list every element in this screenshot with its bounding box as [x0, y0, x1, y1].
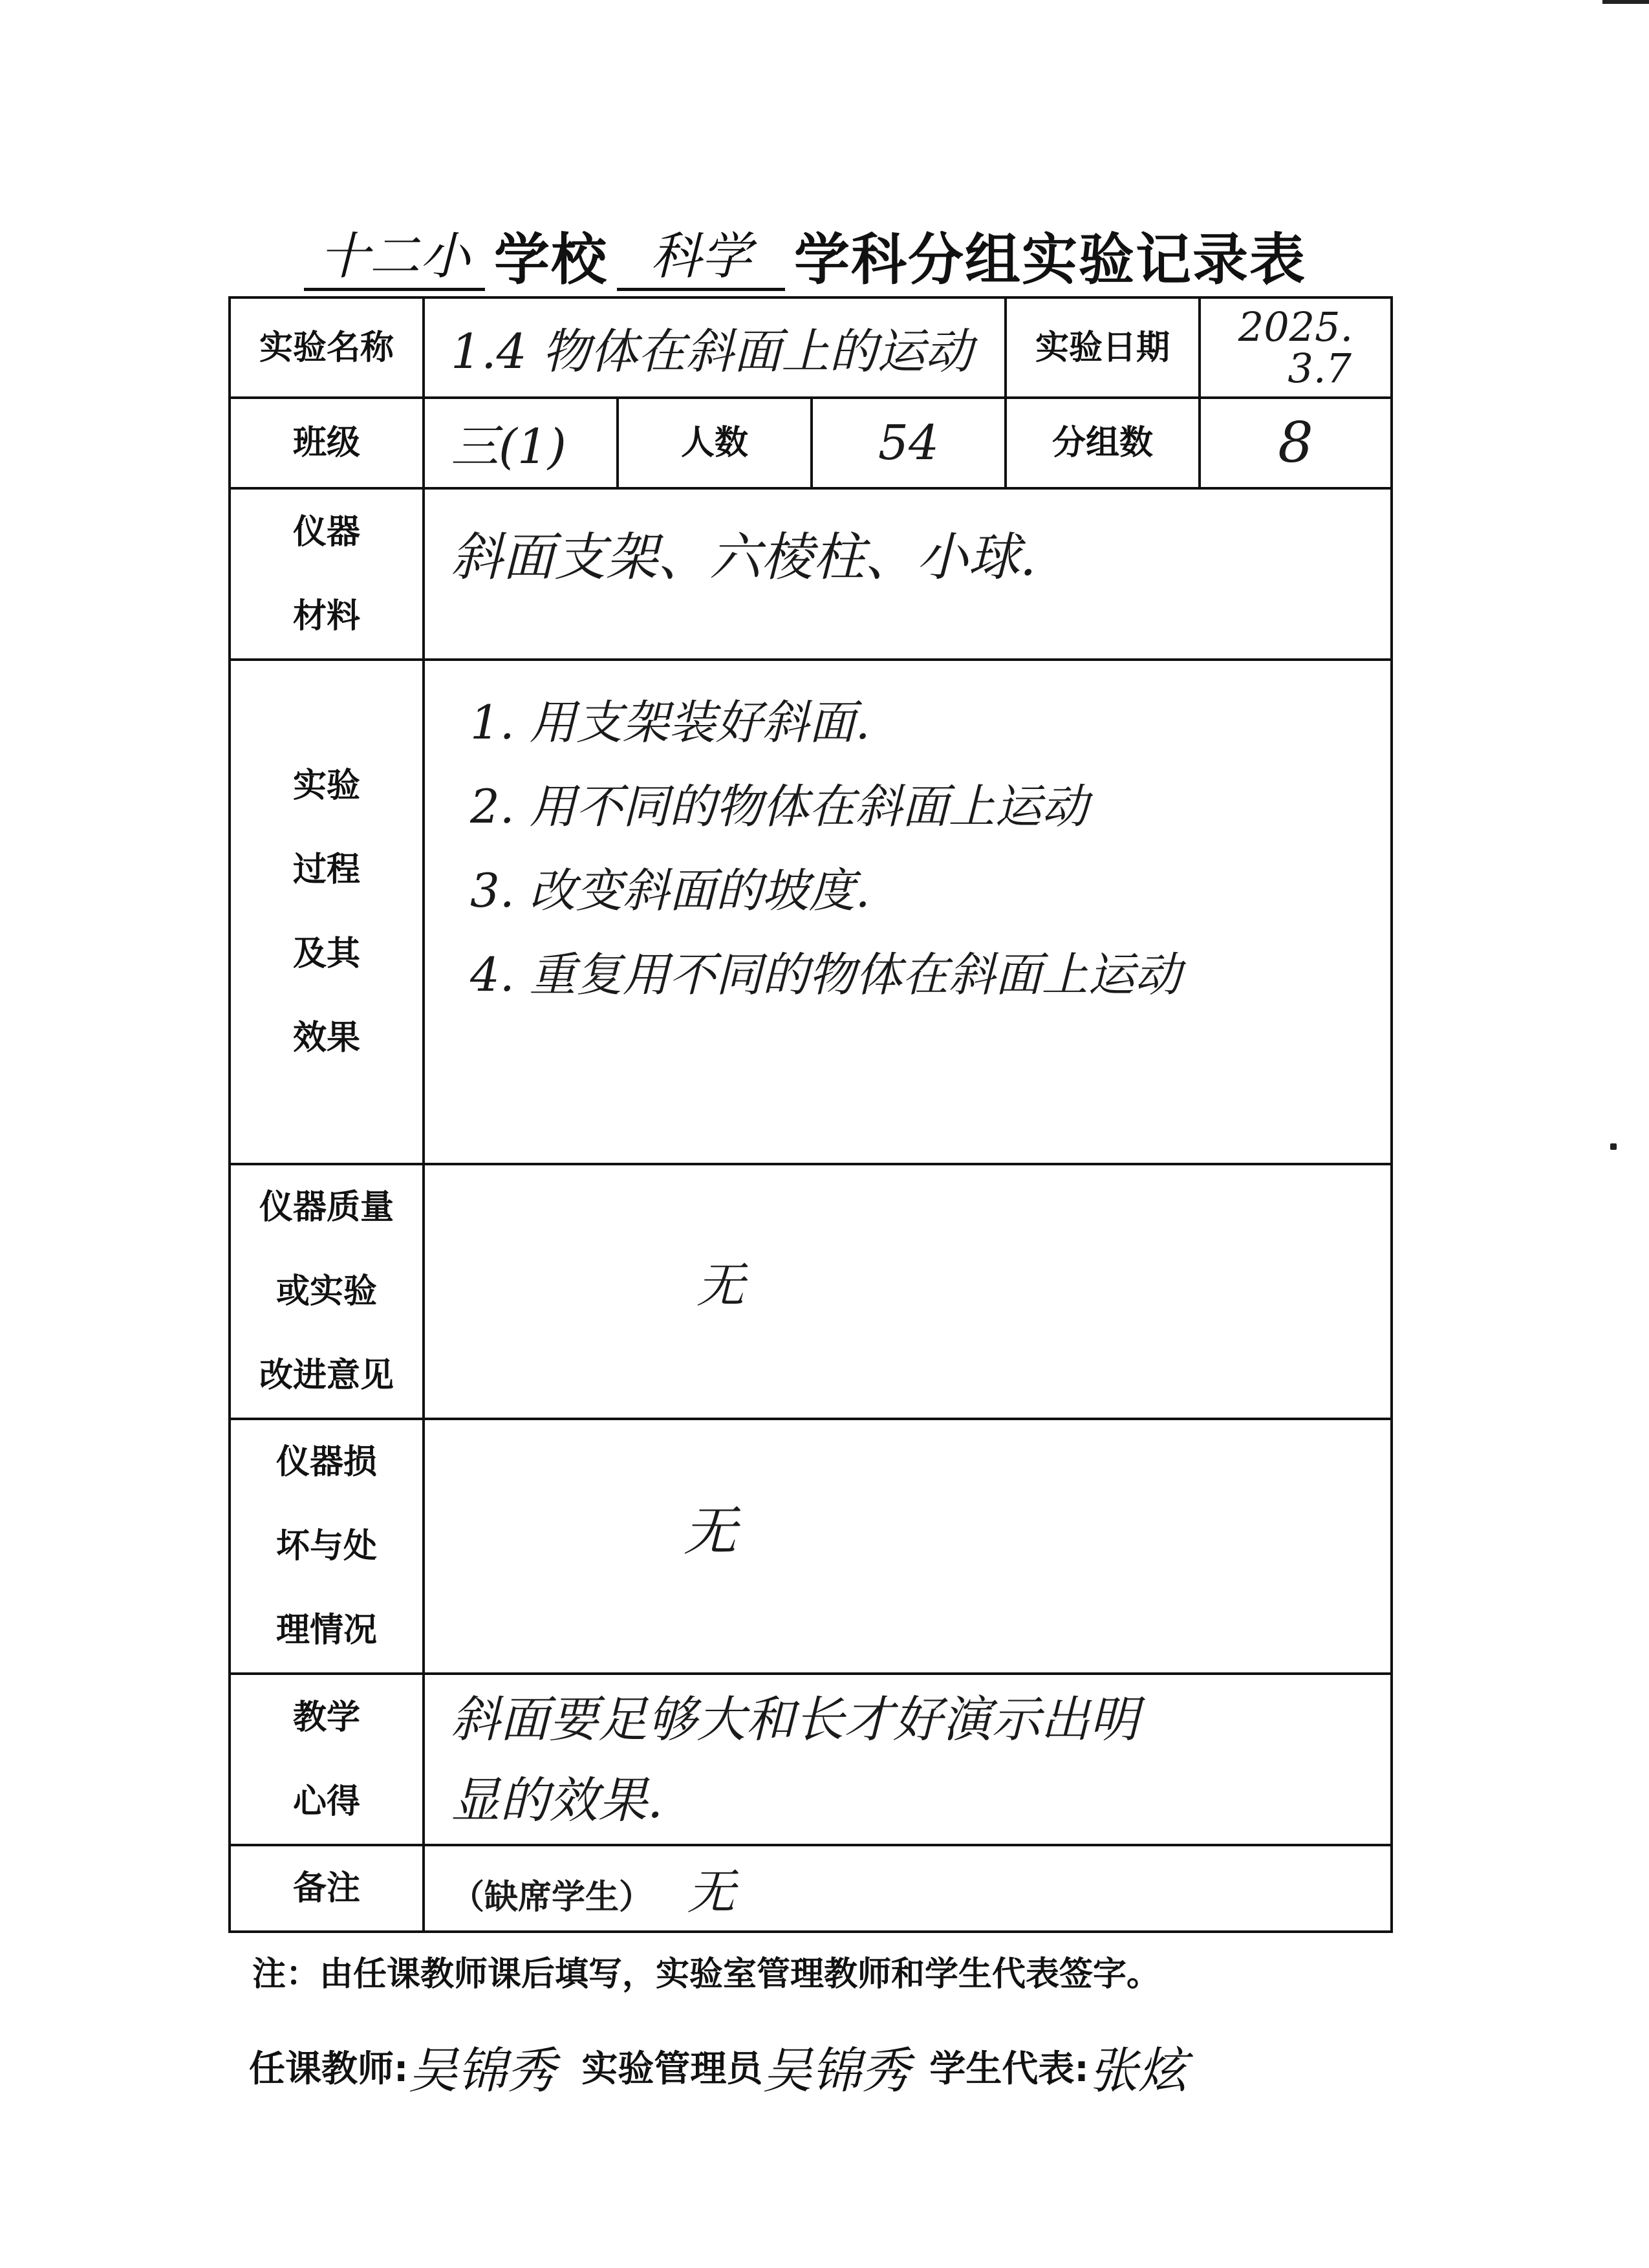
experiment-name-row [230, 297, 1392, 398]
remarks-value [424, 1845, 1392, 1932]
record-table [228, 296, 1393, 1933]
experiment-date-value [1200, 297, 1392, 398]
subject-field: 科学 [617, 226, 785, 291]
process-step: 3. 改变斜面的坡度. [470, 863, 870, 918]
groups-value: 8 [1200, 398, 1392, 488]
reflection-label-line: 教学 [292, 1698, 360, 1737]
process-step: 2. 用不同的物体在斜面上运动 [470, 779, 1088, 834]
experiment-date-year: 2025. [1238, 303, 1353, 351]
quality-label [230, 1164, 424, 1419]
reflection-row [230, 1674, 1392, 1845]
remarks-label: 备注 [230, 1845, 424, 1932]
quality-label-line: 改进意见 [259, 1356, 394, 1395]
reflection-value [424, 1674, 1392, 1845]
process-row [230, 660, 1392, 1164]
class-value: 三(1) [424, 398, 618, 488]
class-row [230, 398, 1392, 488]
groups-label: 分组数 [1006, 398, 1200, 488]
lab-admin-signature: 吴锦秀 [762, 2041, 911, 2099]
quality-row [230, 1164, 1392, 1419]
experiment-name-label: 实验名称 [230, 297, 424, 398]
absent-students-label: （缺席学生） [451, 1878, 653, 1917]
quality-label-line: 仪器质量 [259, 1188, 394, 1227]
scan-mark-top-right [1602, 0, 1649, 4]
absent-students-value: 无 [687, 1864, 735, 1920]
quality-label-line: 或实验 [275, 1272, 377, 1311]
people-value: 54 [812, 398, 1006, 488]
process-label-line: 实验 [292, 766, 360, 805]
process-step: 1. 用支架装好斜面. [470, 695, 870, 750]
reflection-label [230, 1674, 424, 1845]
materials-row [230, 488, 1392, 660]
damage-value: 无 [424, 1419, 1392, 1674]
quality-value: 无 [424, 1164, 1392, 1419]
reflection-line: 斜面要足够大和长才好演示出明 [451, 1690, 1139, 1748]
lab-admin-label: 实验管理员 [581, 2048, 763, 2090]
process-label-line: 及其 [292, 934, 360, 973]
materials-value: 斜面支架、六棱柱、小球. [424, 488, 1392, 660]
process-label-line: 过程 [292, 850, 360, 889]
process-steps [424, 660, 1392, 1164]
process-label-line: 效果 [292, 1019, 360, 1057]
teacher-label: 任课教师: [249, 2048, 409, 2090]
school-suffix: 学校 [494, 228, 608, 292]
class-label: 班级 [230, 398, 424, 488]
reflection-line: 显的效果. [451, 1771, 663, 1829]
damage-label-line: 仪器损 [275, 1443, 377, 1482]
footnote: 注：由任课教师课后填写，实验室管理教师和学生代表签字。 [252, 1955, 1161, 1994]
scan-mark-right [1610, 1143, 1617, 1150]
experiment-date-md: 3.7 [1288, 344, 1352, 392]
experiment-date-label: 实验日期 [1006, 297, 1200, 398]
damage-label-line: 理情况 [275, 1611, 377, 1650]
teacher-signature: 吴锦秀 [408, 2041, 556, 2099]
materials-label [230, 488, 424, 660]
signature-row [249, 2024, 1413, 2108]
damage-label [230, 1419, 424, 1674]
materials-label-line1: 仪器 [292, 512, 360, 552]
people-label: 人数 [618, 398, 812, 488]
subject-suffix: 学科分组实验记录表 [794, 228, 1306, 292]
student-rep-signature: 张炫 [1088, 2041, 1187, 2099]
experiment-name-value: 1.4 物体在斜面上的运动 [424, 297, 1006, 398]
reflection-label-line: 心得 [292, 1782, 360, 1821]
process-label [230, 660, 424, 1164]
damage-label-line: 坏与处 [275, 1527, 377, 1566]
student-rep-label: 学生代表: [929, 2048, 1089, 2090]
materials-label-line2: 材料 [292, 596, 360, 636]
damage-row [230, 1419, 1392, 1674]
school-name-field: 十二小 [304, 226, 485, 291]
process-step: 4. 重复用不同的物体在斜面上运动 [470, 947, 1181, 1002]
form-title [304, 220, 1306, 291]
remarks-row [230, 1845, 1392, 1932]
